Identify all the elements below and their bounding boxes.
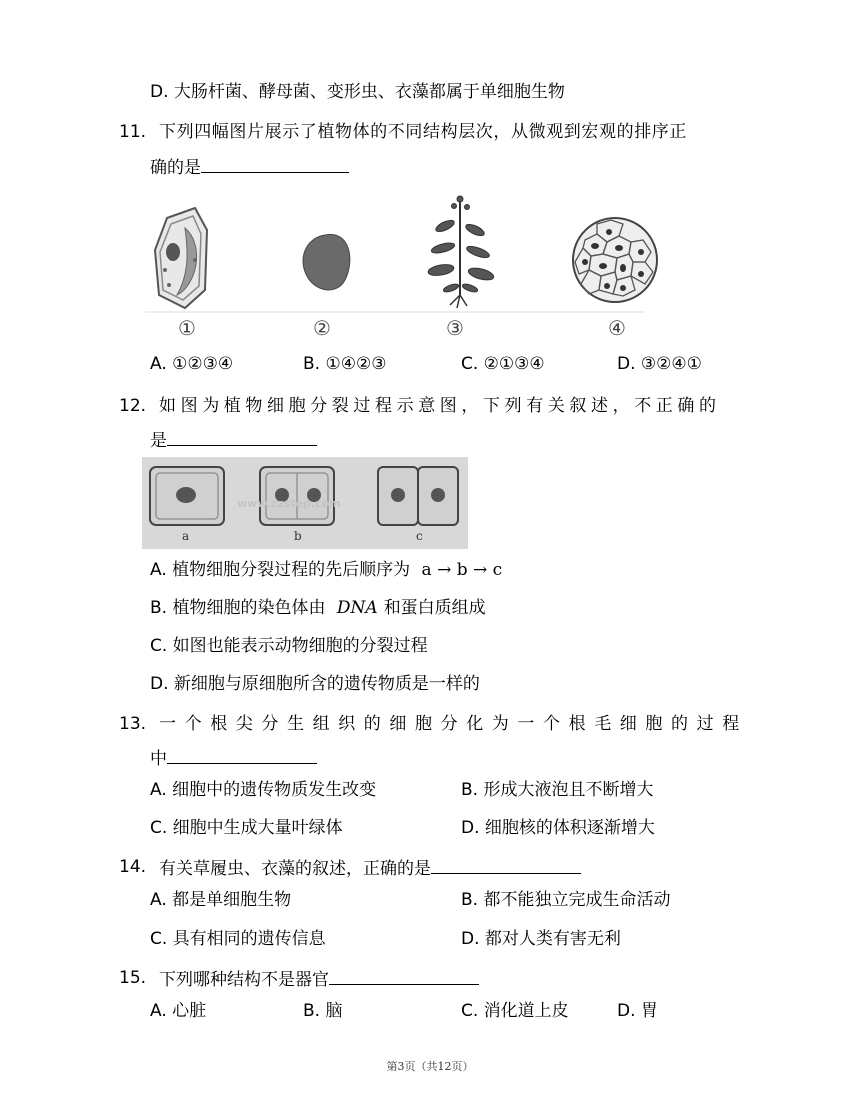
q11-figure-label-4: ④: [608, 316, 626, 340]
q11-figure-label-3: ③: [446, 316, 464, 340]
answer-blank[interactable]: [329, 966, 479, 985]
q15-option-a[interactable]: A. 心脏: [150, 1001, 207, 1021]
q14-stem: 有关草履虫、衣藻的叙述，正确的是: [159, 855, 581, 881]
q12-option-b-math: DNA: [336, 598, 378, 618]
answer-blank[interactable]: [167, 745, 317, 764]
q14-option-d[interactable]: D. 都对人类有害无利: [461, 929, 621, 949]
q12-stem-line2: 是: [150, 427, 317, 453]
q12-option-a[interactable]: A. 植物细胞分裂过程的先后顺序为 a → b → c: [150, 560, 503, 580]
q11-figure-label-2: ②: [313, 316, 331, 340]
q12-figure-label-a: a: [182, 529, 190, 543]
q11-figure-label-1: ①: [178, 316, 196, 340]
q14-option-c[interactable]: C. 具有相同的遗传信息: [150, 929, 326, 949]
q11-option-b[interactable]: B. ①④②③: [303, 354, 387, 374]
q12-option-b[interactable]: B. 植物细胞的染色体由 DNA 和蛋白质组成: [150, 598, 486, 618]
answer-blank[interactable]: [201, 154, 349, 173]
q14-option-b[interactable]: B. 都不能独立完成生命活动: [461, 890, 671, 910]
q12-option-c[interactable]: C. 如图也能表示动物细胞的分裂过程: [150, 636, 428, 656]
q11-stem-line2: 确的是: [150, 154, 349, 180]
plant-cell-icon: [155, 208, 207, 308]
q12-figure-label-b: b: [294, 529, 302, 543]
q10-option-d: D. 大肠杆菌、酵母菌、变形虫、衣藻都属于单细胞生物: [150, 82, 565, 102]
q13-option-b[interactable]: B. 形成大液泡且不断增大: [461, 780, 654, 800]
q11-figure-svg: [145, 190, 665, 345]
cell-a: [150, 467, 224, 525]
q15-option-b[interactable]: B. 脑: [303, 1001, 343, 1021]
tissue-icon: [573, 218, 657, 302]
q13-stem-line2: 中: [150, 745, 317, 771]
q13-stem-line1: 一个根尖分生组织的细胞分化为一个根毛细胞的过程: [159, 714, 748, 734]
q13-option-d[interactable]: D. 细胞核的体积逐渐增大: [461, 818, 655, 838]
q11-number: 11.: [119, 122, 147, 142]
watermark: www.zzstep.com: [237, 497, 341, 510]
q12-figure-label-c: c: [416, 529, 423, 543]
leaf-icon: [303, 234, 350, 290]
q12-option-a-math: a → b → c: [421, 560, 503, 580]
cell-b: [260, 467, 334, 525]
q15-stem: 下列哪种结构不是器官: [159, 966, 479, 992]
q15-option-d[interactable]: D. 胃: [617, 1001, 658, 1021]
cell-c: [378, 467, 458, 525]
q12-number: 12.: [119, 396, 147, 416]
q12-option-d[interactable]: D. 新细胞与原细胞所含的遗传物质是一样的: [150, 674, 480, 694]
q11-option-a[interactable]: A. ①②③④: [150, 354, 234, 374]
q14-option-a[interactable]: A. 都是单细胞生物: [150, 890, 292, 910]
q11-stem-line1: 下列四幅图片展示了植物体的不同结构层次，从微观到宏观的排序正: [159, 122, 687, 142]
answer-blank[interactable]: [167, 427, 317, 446]
q13-number: 13.: [119, 714, 147, 734]
q13-option-a[interactable]: A. 细胞中的遗传物质发生改变: [150, 780, 377, 800]
q11-figure: [145, 190, 665, 345]
q13-option-c[interactable]: C. 细胞中生成大量叶绿体: [150, 818, 343, 838]
answer-blank[interactable]: [431, 855, 581, 874]
q12-stem-line1: 如图为植物细胞分裂过程示意图，下列有关叙述，不正确的: [159, 396, 721, 416]
q12-figure: [142, 457, 468, 549]
whole-plant-icon: [427, 196, 495, 308]
q11-option-c[interactable]: C. ②①③④: [461, 354, 545, 374]
q14-number: 14.: [119, 857, 147, 877]
q15-number: 15.: [119, 968, 147, 988]
q15-option-c[interactable]: C. 消化道上皮: [461, 1001, 569, 1021]
page-footer: 第3页（共12页）: [386, 1060, 474, 1073]
q11-option-d[interactable]: D. ③②④①: [617, 354, 702, 374]
